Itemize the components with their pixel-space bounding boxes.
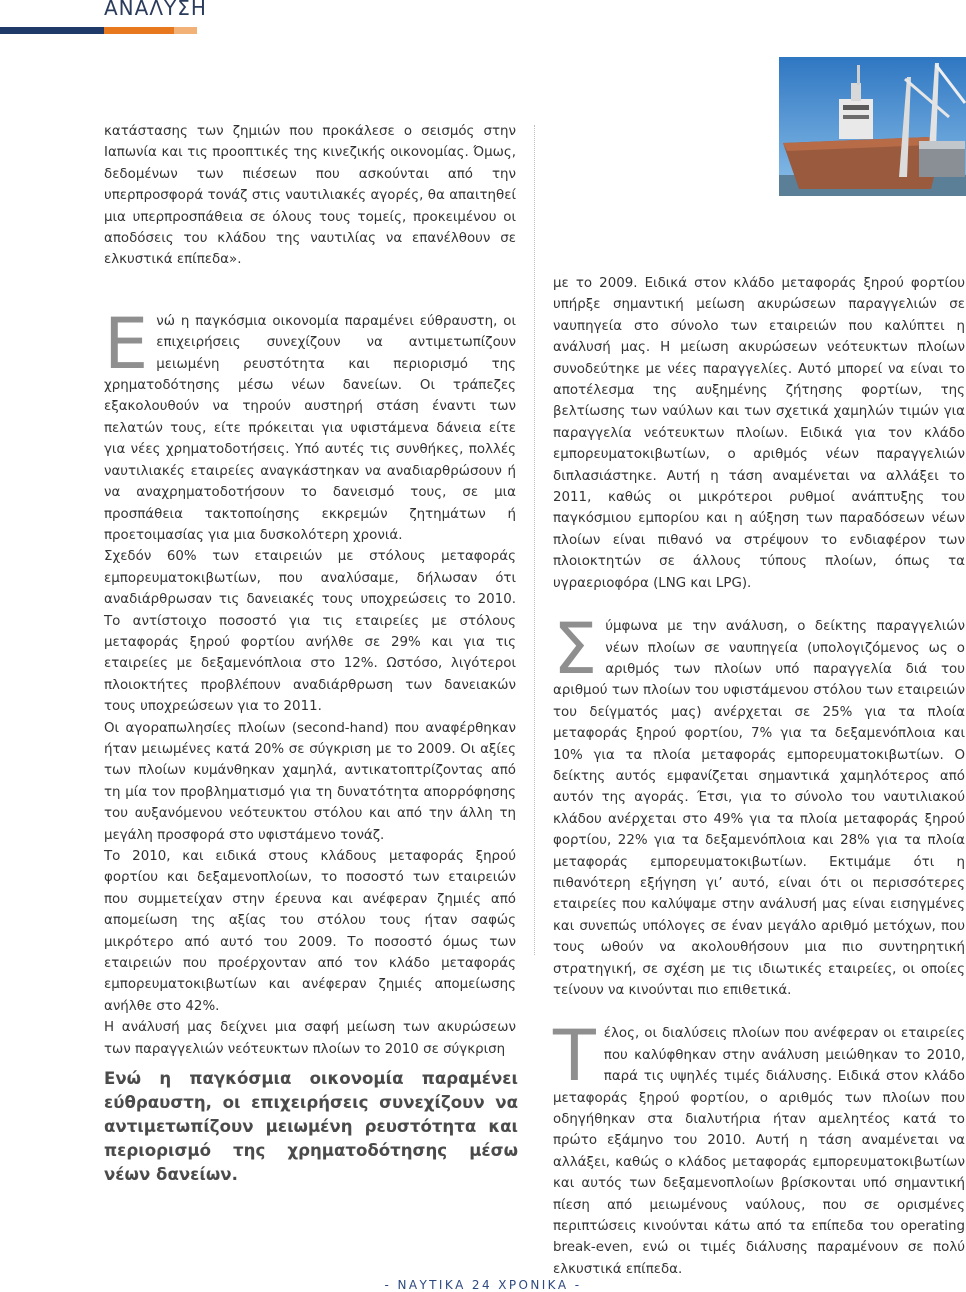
cargo-ship-photo (779, 57, 966, 196)
right-paragraph-1: με το 2009. Ειδικά στον κλάδο μεταφοράς ξηρού φορτίου υπήρξε σημαντική μείωση ακυρώσεων παραγγελιών σε ναυπηγεία στο σύνολο των εταιρειών που καλύπτει η ανάλυσή μας. Η μείωση ακυρώσεων νεότευκτων πλοίων συνοδεύτηκε με νέες παραγγελίες. Αυτό μπορεί να είναι το αποτέλεσμα της αυξημένης ζήτησης φορτίων, της βελτίωσης των ναύλων και των σχετικά χαμηλών τιμών για παραγγελία νεότευκτων πλοίων. Ειδικά για τον κλάδο εμπορευματοκιβωτίων, ο αριθμός νέων παραγγελιών διπλασιάστηκε. Αυτή η τάση αναμένεται να αλλάξει το 2011, καθώς οι μικρότεροι ρυθμοί ανάπτυξης του παγκόσμιου εμπορίου και η αύξηση των παραδόσεων νέων πλοίων είναι πιθανό να στρέψουν το ενδιαφέρον των πλοιοκτητών σε άλλους τύπους πλοίων, όπως τα υγραεριοφόρα (LNG και LPG). (553, 276, 965, 591)
left-paragraph-2 (104, 302, 516, 546)
left-column (104, 121, 516, 1060)
left-paragraph-3: Σχεδόν 60% των εταιρειών με στόλους μεταφοράς εμπορευματοκιβωτίων, που αναλύσαμε, δήλωσαν ότι αναδιάρθρωσαν τις δανειακές τους υποχρεώσεις το 2010. Το αντίστοιχο ποσοστό για τις εταιρείες με στόλους μεταφοράς ξηρού φορτίου ανήλθε σε 29% και για τις εταιρείες με δεξαμενόπλοια στο 12%. Ωστόσο, λιγότεροι πλοιοκτήτες προβλέπουν αναδιάρθρωση των δανειακών τους υποχρεώσεων για το 2011. (104, 549, 516, 715)
pull-quote: Ενώ η παγκόσμια οικονομία παραμένει εύθραυστη, οι επιχειρήσεις συνεχίζουν να αντιμετωπίζουν μειωμένη ρευστότητα και περιορισμό της χρηματοδότησης μέσω νέων δανείων. (104, 1069, 518, 1184)
left-paragraph-5: Το 2010, και ειδικά στους κλάδους μεταφοράς ξηρού φορτίου και δεξαμενοπλοίων, το ποσοστό των εταιρειών που συμμετείχαν στην έρευνα και ανέφεραν ζημιές από απομείωση της αξίας του στόλου τους ήταν σαφώς μικρότερο από αυτό του 2009. Το ποσοστό όμως των εταιρειών που προέρχονταν από τον κλάδο μεταφοράς εμπορευματοκιβωτίων και ανέφεραν ζημιές απομείωσης ανήλθε στο 42%. (104, 849, 516, 1014)
header-bar-orange (104, 27, 174, 34)
page-footer: - ΝΑΥΤΙΚΑ 24 ΧΡΟΝΙΚΑ - (384, 1278, 582, 1292)
left-paragraph-6: Η ανάλυσή μας δείχνει μια σαφή μείωση των ακυρώσεων των παραγγελιών νεότευκτων πλοίων το 2010 σε σύγκριση (104, 1020, 516, 1057)
header-bar-light-orange (174, 27, 197, 34)
dropcap-sigma: Σ (553, 608, 598, 691)
right-paragraph-2 (553, 608, 965, 1001)
column-divider (534, 125, 535, 955)
right-paragraph-3-text: έλος, οι διαλύσεις πλοίων που ανέφεραν οι εταιρείες που καλύφθηκαν στην ανάλυση μειώθηκαν το 2010, παρά τις υψηλές τιμές διάλυσης. Ειδικά στον κλάδο μεταφοράς ξηρού φορτίου, ο αριθμός των πλοίων που οδηγήθηκαν στα διαλυτήρια ήταν αμελητέος κατά το πρώτο εξάμηνο του 2010. Αυτή η τάση αναμένεται να αλλάξει, καθώς ο κλάδος μεταφοράς εμπορευματοκιβωτίων και αυτός των δεξαμενοπλοίων βρίσκονται υπό σημαντική πίεση από μειωμένους ναύλους, που σε ορισμένες περιπτώσεις κινούνται κάτω από τα επίπεδα του operating break-even, ενώ οι τιμές διάλυσης παραμένουν σε πολύ ελκυστικά επίπεδα. (553, 1026, 965, 1277)
right-paragraph-2-text: ύμφωνα με την ανάλυση, ο δείκτης παραγγελιών νέων πλοίων σε ναυπηγεία (υπολογιζόμενος ως ο αριθμός των πλοίων υπό παραγγελία διά του αριθμού των πλοίων του υφιστάμενου στόλου των εταιρειών του δείγματός μας) ανέρχεται σε 25% για τα πλοία μεταφοράς ξηρού φορτίου, 7% για τα δεξαμενόπλοια και 10% για τα πλοία μεταφοράς εμπορευματοκιβωτίων. Ο δείκτης αυτός εμφανίζεται σημαντικά χαμηλότερος από αυτόν της αγοράς. Έτσι, για το σύνολο του ναυτιλιακού κλάδου ανέρχεται στο 49% για τα πλοία μεταφοράς ξηρού φορτίου, 22% για τα δεξαμενόπλοια και 28% για τα πλοία μεταφοράς εμπορευματοκιβωτίων. Εκτιμάμε ότι η πιθανότερη εξήγηση γι’ αυτό, είναι ότι οι περισσότερες εταιρείες που καλύψαμε στην ανάλυσή μας είναι εισηγμένες και συνεπώς υπόλογες σε έναν μεγάλο αριθμό μετόχων, που τους ωθούν να ακολουθήσουν μια πιο συντηρητική στρατηγική, σε σχέση με τις ιδιωτικές εταιρείες, οι οποίες τείνουν να κινούνται πιο επιθετικά. (553, 619, 965, 998)
section-title: ΑΝΑΛΥΣΗ (104, 0, 207, 20)
right-column (553, 273, 965, 1280)
header-bar-navy (0, 27, 104, 34)
left-paragraph-1: κατάστασης των ζημιών που προκάλεσε ο σεισμός στην Ιαπωνία και τις προοπτικές της κινεζικής οικονομίας. Όμως, δεδομένων των πιέσεων που ασκούνται από την υπερπροσφορά τονάζ στις ναυτιλιακές αγορές, θα απαιτηθεί μια υπερπροσπάθεια σε όλους τους τομείς, προκειμένου οι αποδόσεις του κλάδου της ναυτιλίας να επανέλθουν σε ελκυστικά επίπεδα». (104, 124, 516, 268)
dropcap-epsilon: Ε (104, 302, 149, 385)
right-paragraph-3 (553, 1015, 965, 1280)
dropcap-tau: Τ (553, 1015, 596, 1098)
left-paragraph-4: Οι αγοραπωλησίες πλοίων (second-hand) που αναφέρθηκαν ήταν μειωμένες κατά 20% σε σύγκριση με το 2009. Οι αξίες των πλοίων κυμάνθηκαν χαμηλά, αντικατοπτρίζοντας από τη μία τον προβληματισμό για τη δυνατότητα απορρόφησης του αυξανόμενου νεότευκτου στόλου και από την άλλη τη μεγάλη προσφορά στο υφιστάμενο τονάζ. (104, 720, 516, 843)
left-paragraph-2-text: νώ η παγκόσμια οικονομία παραμένει εύθραυστη, οι επιχειρήσεις συνεχίζουν να αντιμετωπίζουν μειωμένη ρευστότητα και περιορισμό της χρηματοδότησης μέσω νέων δανείων. Οι τράπεζες εξακολουθούν να τηρούν αυστηρή στάση έναντι των πελατών τους, είτε πρόκειται για υφιστάμενα δάνεια είτε για νέες χρηματοδοτήσεις. Υπό αυτές τις συνθήκες, πολλές ναυτιλιακές εταιρείες αναγκάστηκαν να αναδιαρθρώσουν ή να αναχρηματοδοτήσουν το δανεισμό τους, σε μια προσπάθεια τακτοποίησης εκκρεμών ζητημάτων ή προετοιμασίας για μια δυσκολότερη χρονιά. (104, 313, 516, 543)
